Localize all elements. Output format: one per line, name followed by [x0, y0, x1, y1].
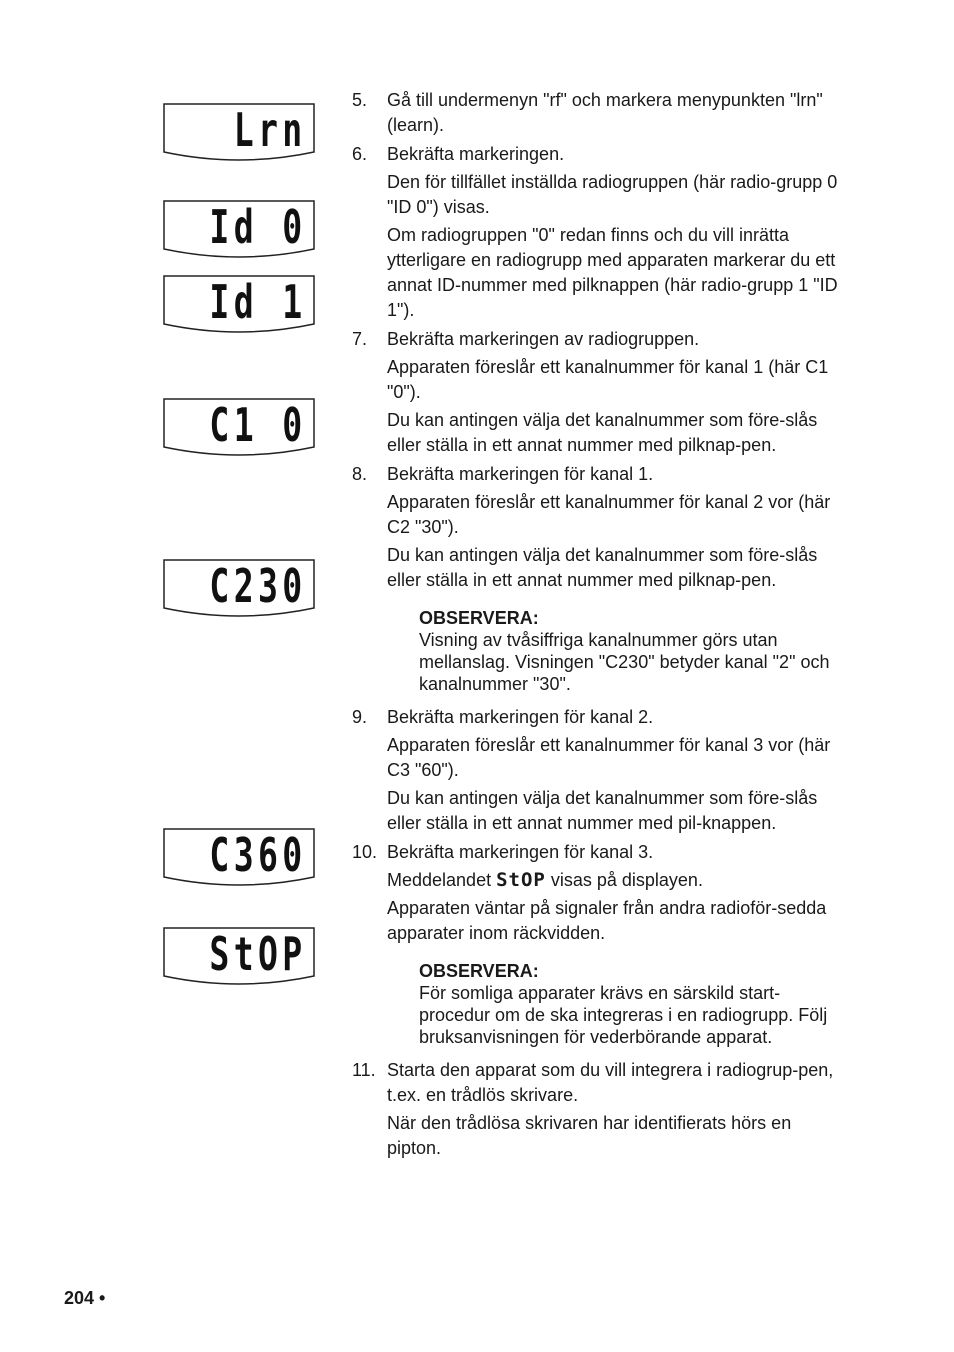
step-number: 10. — [352, 842, 378, 862]
lcd-readout: C230 — [209, 559, 307, 613]
step-number: 11. — [352, 1060, 376, 1080]
step-text: Du kan antingen välja det kanalnummer som före-slås eller ställa in ett annat nummer med pilknap-pen. — [387, 410, 818, 455]
note-text: För somliga apparater krävs en särskild start-procedur om de ska integreras i en radiogrupp. Följ bruksanvisningen för vederbörande apparat. — [419, 983, 828, 1047]
step-number: 8. — [352, 464, 368, 484]
step-8 — [352, 462, 842, 593]
lcd-display-id1 — [160, 272, 318, 336]
lcd-readout: Lrn — [233, 103, 307, 157]
step-number: 7. — [352, 329, 368, 349]
note-box — [419, 960, 842, 1048]
step-text: Apparaten föreslår ett kanalnummer för kanal 1 (här C1 "0"). — [387, 357, 829, 402]
step-6 — [352, 142, 842, 323]
step-11 — [352, 1058, 842, 1161]
step-text: Starta den apparat som du vill integrera i radiogrup-pen, t.ex. en trådlös skrivare. — [387, 1060, 834, 1105]
lcd-readout: C1 0 — [209, 398, 307, 452]
note-text: Visning av tvåsiffriga kanalnummer görs utan mellanslag. Visningen "C230" betyder kanal "2" och kanalnummer "30". — [419, 630, 830, 694]
step-text: Bekräfta markeringen för kanal 1. — [387, 464, 654, 484]
inline-lcd-text: StOP — [496, 869, 546, 891]
lcd-display-c360 — [160, 825, 318, 889]
note-title: OBSERVERA: — [419, 608, 539, 628]
step-message — [387, 868, 842, 893]
step-number: 6. — [352, 144, 368, 164]
step-5 — [352, 88, 842, 138]
lcd-readout: Id 0 — [209, 200, 307, 254]
step-text: Du kan antingen välja det kanalnummer som före-slås eller ställa in ett annat nummer med pilknap-pen. — [387, 545, 818, 590]
step-text: Apparaten föreslår ett kanalnummer för kanal 2 vor (här C2 "30"). — [387, 492, 831, 537]
note-title: OBSERVERA: — [419, 961, 539, 981]
lcd-display-stop — [160, 924, 318, 988]
note-box — [419, 607, 842, 695]
lcd-readout: Id 1 — [209, 275, 307, 329]
lcd-display-c10 — [160, 395, 318, 459]
page-number: 204 • — [64, 1288, 106, 1308]
step-number: 9. — [352, 707, 368, 727]
lcd-display-c230 — [160, 556, 318, 620]
step-text: Bekräfta markeringen. — [387, 144, 565, 164]
step-9 — [352, 705, 842, 836]
step-text: Apparaten föreslår ett kanalnummer för kanal 3 vor (här C3 "60"). — [387, 735, 831, 780]
step-text: Gå till undermenyn "rf" och markera menypunkten "lrn" (learn). — [387, 90, 823, 135]
step-text: När den trådlösa skrivaren har identifierats hörs en pipton. — [387, 1113, 792, 1158]
step-7 — [352, 327, 842, 458]
step-text: Bekräfta markeringen för kanal 3. — [387, 842, 654, 862]
step-number: 5. — [352, 90, 368, 110]
step-text: Du kan antingen välja det kanalnummer som före-slås eller ställa in ett annat nummer med pil-knappen. — [387, 788, 818, 833]
lcd-display-id0 — [160, 197, 318, 261]
step-text: Apparaten väntar på signaler från andra radioför-sedda apparater inom räckvidden. — [387, 898, 827, 943]
lcd-readout: StOP — [209, 927, 307, 981]
step-text: Den för tillfället inställda radiogruppen (här radio-grupp 0 "ID 0") visas. — [387, 172, 838, 217]
lcd-readout: C360 — [209, 828, 307, 882]
lcd-display-lrn — [160, 100, 318, 164]
message-before: Meddelandet — [387, 870, 497, 890]
message-after: visas på displayen. — [545, 870, 703, 890]
step-10 — [352, 840, 842, 946]
step-text: Bekräfta markeringen för kanal 2. — [387, 707, 654, 727]
step-text: Bekräfta markeringen av radiogruppen. — [387, 329, 700, 349]
step-text: Om radiogruppen "0" redan finns och du vill inrätta ytterligare en radiogrupp med apparaten markerar du ett annat ID-nummer med pilknappen (här radio-grupp 1 "ID 1"). — [387, 225, 838, 320]
instruction-list — [352, 88, 842, 1165]
